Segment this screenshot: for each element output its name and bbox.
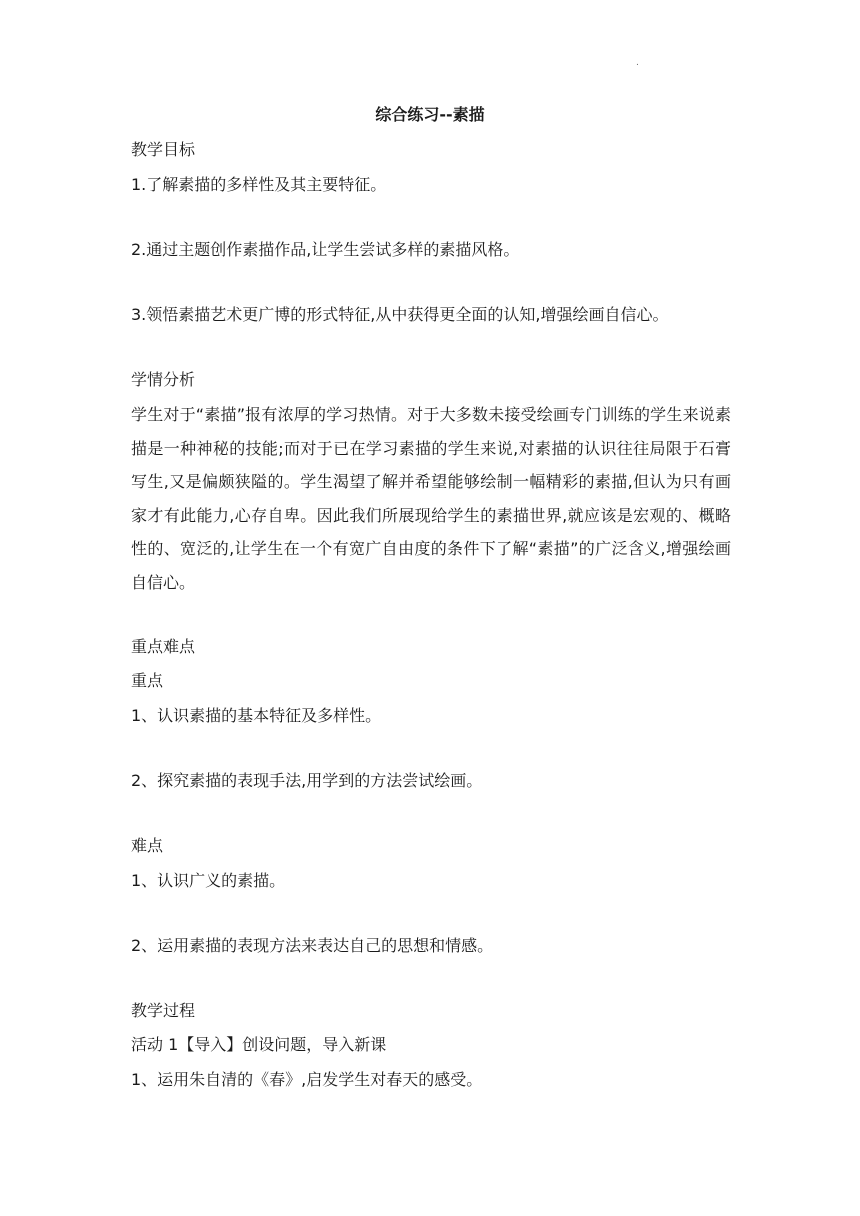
goal-item-1: 1.了解素描的多样性及其主要特征。 <box>131 175 387 194</box>
section-heading-learning-analysis: 学情分析 <box>131 370 196 389</box>
subheading-difficult-points: 难点 <box>131 836 164 855</box>
key-point-item-1: 1、认识素描的基本特征及多样性。 <box>131 706 382 725</box>
goal-item-2: 2.通过主题创作素描作品,让学生尝试多样的素描风格。 <box>131 240 520 259</box>
section-heading-teaching-goals: 教学目标 <box>131 140 196 159</box>
section-heading-teaching-process: 教学过程 <box>131 1001 196 1020</box>
learning-analysis-paragraph: 学生对于“素描”报有浓厚的学习热情。对于大多数未接受绘画专门训练的学生来说素描是一种神秘的技能;而对于已在学习素描的学生来说,对素描的认识往往局限于石膏写生,又是偏颇狭隘的。学生渴望了解并希望能够绘制一幅精彩的素描,但认为只有画家才有此能力,心存自卑。因此我们所展现给学生的素描世界,就应该是宏观的、概略性的、宽泛的,让学生在一个有宽广自由度的条件下了解“素描”的广泛含义,增强绘画自信心。 <box>131 405 731 592</box>
goal-item-3: 3.领悟素描艺术更广博的形式特征,从中获得更全面的认知,增强绘画自信心。 <box>131 305 669 324</box>
difficult-point-item-2: 2、运用素描的表现方法来表达自己的思想和情感。 <box>131 936 494 955</box>
activity-1-heading: 活动 1【导入】创设问题，导入新课 <box>131 1035 387 1054</box>
difficult-point-item-1: 1、认识广义的素描。 <box>131 871 286 890</box>
page-marker: . <box>636 58 639 68</box>
subheading-key-points: 重点 <box>131 671 164 690</box>
activity-1-step-1: 1、运用朱自清的《春》,启发学生对春天的感受。 <box>131 1070 483 1089</box>
document-title: 综合练习--素描 <box>375 105 485 124</box>
key-point-item-2: 2、探究素描的表现手法,用学到的方法尝试绘画。 <box>131 771 483 790</box>
section-heading-key-difficult-points: 重点难点 <box>131 637 196 656</box>
